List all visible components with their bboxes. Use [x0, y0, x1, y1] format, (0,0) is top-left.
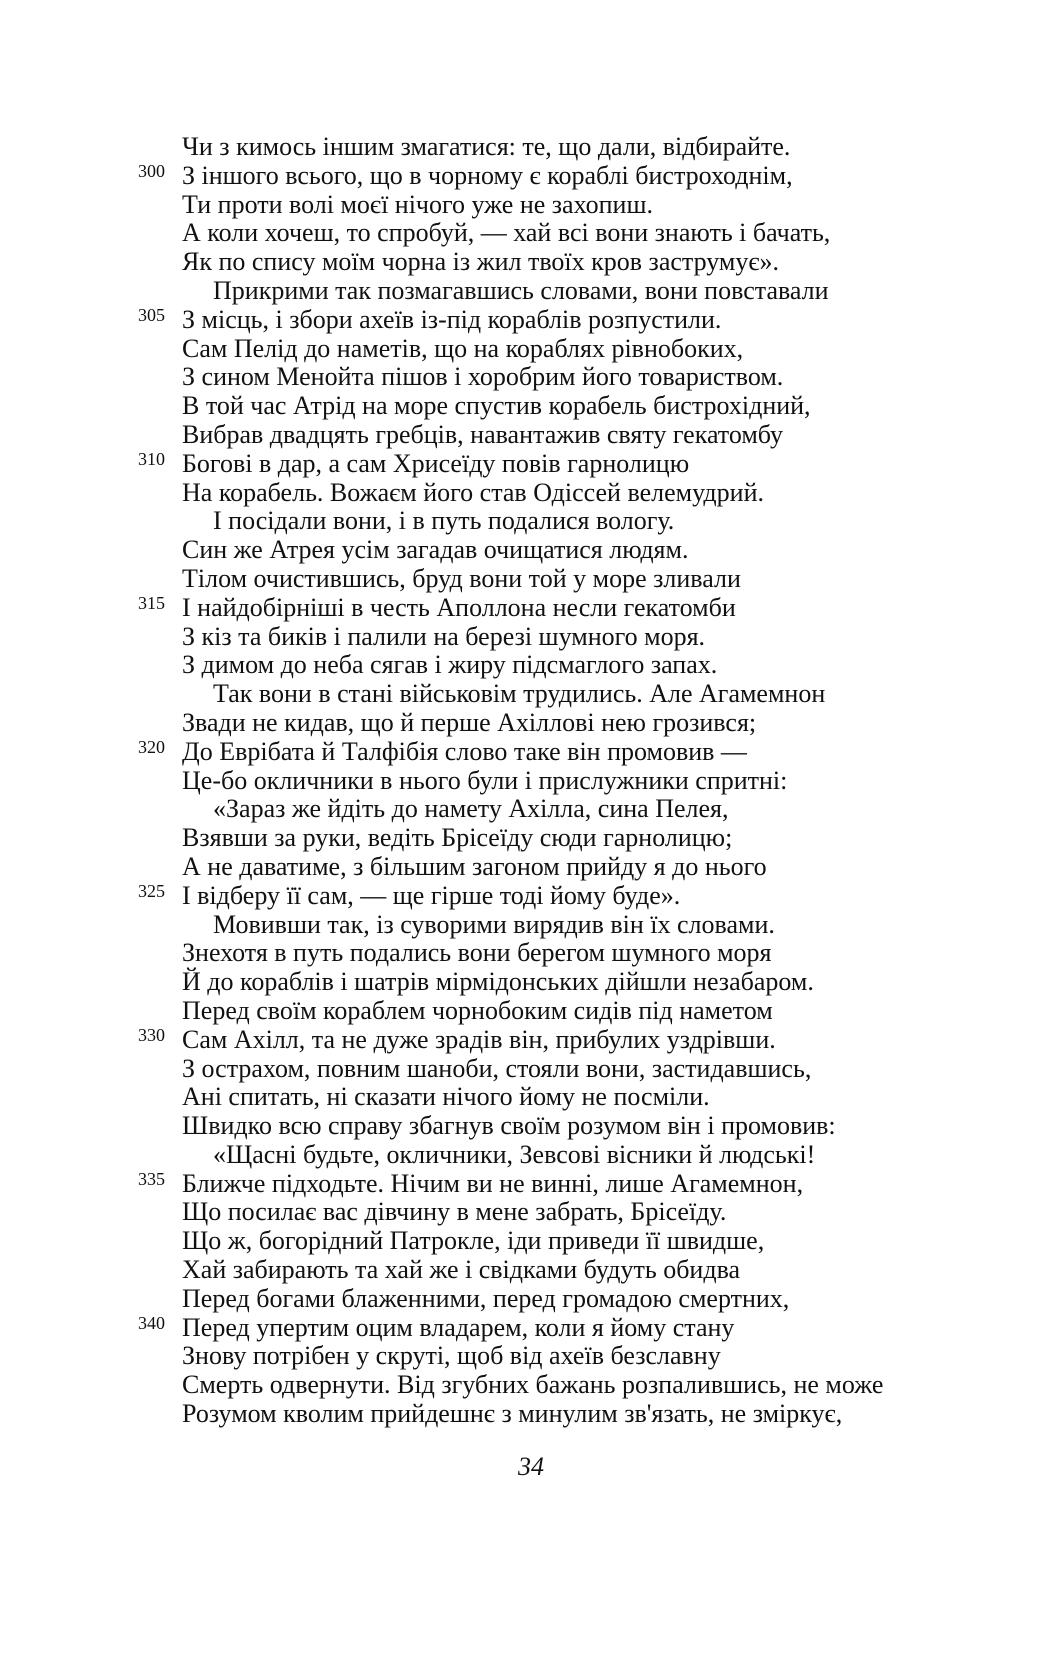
verse-line [138, 882, 1038, 911]
verse-line [138, 1256, 1038, 1285]
verse-line [138, 1170, 1038, 1199]
verse-line [138, 133, 1038, 162]
verse-line [138, 162, 1038, 191]
verse-line-text: Перед упертим оцим владарем, коли я йому стану [182, 1312, 735, 1342]
verse-line [138, 392, 1038, 421]
verse-line [138, 507, 1038, 536]
verse-line [138, 1141, 1038, 1170]
verse-line [138, 450, 1038, 479]
line-number: 340 [138, 1312, 165, 1333]
verse-line [138, 1055, 1038, 1084]
verse-line-text: Сам Ахілл, та не дуже зрадів він, прибулих уздрівши. [182, 1024, 776, 1054]
verse-line-text: Звади не кидав, що й перше Ахіллові нею грозився; [182, 707, 757, 737]
verse-line [138, 594, 1038, 623]
verse-line-text: Смерть одвернути. Від згубних бажань розпалившись, не може [182, 1370, 884, 1400]
verse-line [138, 306, 1038, 335]
verse-line-text: З іншого всього, що в чорному є кораблі бистроходнім, [182, 160, 793, 190]
verse-line-text: З димом до неба сягав і жиру підсмаглого запах. [182, 650, 718, 680]
verse-line-text: Знову потрібен у скруті, щоб від ахеїв безславну [182, 1341, 721, 1371]
verse-line-text: А коли хочеш, то спробуй, — хай всі вони знають і бачать, [182, 218, 831, 248]
verse-line-text: Чи з кимось іншим змагатися: те, що дали, відбирайте. [182, 132, 791, 161]
verse-line-text: Прикрими так позмагавшись словами, вони повставали [213, 275, 829, 305]
verse-line [138, 1314, 1038, 1343]
verse-line [138, 795, 1038, 824]
verse-line [138, 853, 1038, 882]
line-number: 315 [138, 592, 165, 613]
line-number: 330 [138, 1024, 165, 1045]
verse-line-text: Й до кораблів і шатрів мірмідонських дійшли незабаром. [182, 967, 814, 997]
verse-line [138, 1083, 1038, 1112]
line-number: 335 [138, 1168, 165, 1189]
verse-line [138, 709, 1038, 738]
verse-line-text: І посідали вони, і в путь подалися вологу. [213, 506, 675, 536]
verse-line-text: З місць, і збори ахеїв із-під кораблів розпустили. [182, 304, 722, 334]
verse-line [138, 277, 1038, 306]
verse-line [138, 623, 1038, 652]
page-number: 34 [518, 1452, 544, 1481]
verse-line [138, 1198, 1038, 1227]
verse-line [138, 363, 1038, 392]
verse-line-text: Розумом кволим прийдешнє з минулим зв'язать, не зміркує, [182, 1399, 843, 1429]
verse-line [138, 1342, 1038, 1371]
verse-line-text: Тілом очистившись, бруд вони той у море зливали [182, 563, 741, 593]
verse-block [138, 133, 1038, 1429]
verse-line [138, 479, 1038, 508]
verse-line [138, 191, 1038, 220]
verse-line-text: В той час Атрід на море спустив корабель бистрохідний, [182, 391, 811, 421]
verse-line-text: Вибрав двадцять гребців, навантажив святу гекатомбу [182, 419, 784, 449]
verse-line-text: До Еврібата й Талфібія слово таке він промовив — [182, 736, 747, 766]
verse-line-text: Сам Пелід до наметів, що на кораблях рівнобоких, [182, 333, 744, 363]
verse-line-text: Це-бо окличники в нього були і прислужники спритні: [182, 765, 788, 795]
verse-line-text: Взявши за руки, ведіть Брісеїду сюди гарнолицю; [182, 823, 733, 853]
verse-line [138, 997, 1038, 1026]
verse-line [138, 1400, 1038, 1429]
verse-line-text: Знехотя в путь подались вони берегом шумного моря [182, 938, 772, 968]
verse-line [138, 911, 1038, 940]
verse-line-text: І відберу її сам, — ще гірше тоді йому буде». [182, 880, 681, 910]
verse-line-text: Мовивши так, із суворими вирядив він їх словами. [213, 909, 775, 939]
verse-line [138, 421, 1038, 450]
verse-line-text: Син же Атрея усім загадав очищатися людям. [182, 535, 689, 565]
verse-line [138, 1026, 1038, 1055]
verse-line [138, 738, 1038, 767]
verse-line-text: Богові в дар, а сам Хрисеїду повів гарнолицю [182, 448, 690, 478]
verse-line-text: Як по спису моїм чорна із жил твоїх кров заструмує». [182, 247, 780, 277]
verse-line-text: Що посилає вас дівчину в мене забрать, Брісеїду. [182, 1197, 727, 1227]
line-number: 325 [138, 880, 165, 901]
line-number: 320 [138, 736, 165, 757]
verse-line-text: Що ж, богорідний Патрокле, іди приведи її швидше, [182, 1226, 765, 1256]
verse-line [138, 335, 1038, 364]
verse-line-text: Перед своїм кораблем чорнобоким сидів під наметом [182, 995, 773, 1025]
verse-line [138, 824, 1038, 853]
line-number: 300 [138, 160, 165, 181]
verse-line-text: А не даватиме, з більшим загоном прийду я до нього [182, 851, 767, 881]
verse-line-text: Швидко всю справу збагнув своїм розумом він і промовив: [182, 1111, 836, 1141]
verse-line [138, 248, 1038, 277]
verse-line-text: І найдобірніші в честь Аполлона несли гекатомби [182, 592, 736, 622]
verse-line [138, 536, 1038, 565]
verse-line-text: Ані спитать, ні сказати нічого йому не посміли. [182, 1082, 710, 1112]
verse-line-text: Ти проти волі моєї нічого уже не захопиш. [182, 189, 653, 219]
verse-line-text: «Щасні будьте, окличники, Зевсові вісники й людські! [213, 1139, 816, 1169]
verse-line [138, 1371, 1038, 1400]
verse-line [138, 1227, 1038, 1256]
verse-line [138, 968, 1038, 997]
verse-line-text: Хай забирають та хай же і свідками будуть обидва [182, 1255, 741, 1285]
verse-line [138, 651, 1038, 680]
verse-line-text: З кіз та биків і палили на березі шумного моря. [182, 621, 706, 651]
verse-line [138, 219, 1038, 248]
verse-line-text: З острахом, повним шаноби, стояли вони, застидавшись, [182, 1053, 812, 1083]
verse-line [138, 767, 1038, 796]
verse-line-text: «Зараз же йдіть до намету Ахілла, сина Пелея, [213, 794, 729, 824]
line-number: 310 [138, 448, 165, 469]
verse-line [138, 1112, 1038, 1141]
verse-line [138, 939, 1038, 968]
verse-line [138, 565, 1038, 594]
verse-line-text: На корабель. Вожаєм його став Одіссей велемудрий. [182, 477, 764, 507]
verse-line-text: Перед богами блаженними, перед громадою смертних, [182, 1283, 790, 1313]
verse-line [138, 680, 1038, 709]
line-number: 305 [138, 304, 165, 325]
verse-line-text: З сином Менойта пішов і хоробрим його товариством. [182, 362, 784, 392]
verse-line [138, 1285, 1038, 1314]
verse-line-text: Ближче підходьте. Нічим ви не винні, лише Агамемнон, [182, 1168, 804, 1198]
verse-line-text: Так вони в стані військовім трудились. Але Агамемнон [213, 679, 826, 709]
